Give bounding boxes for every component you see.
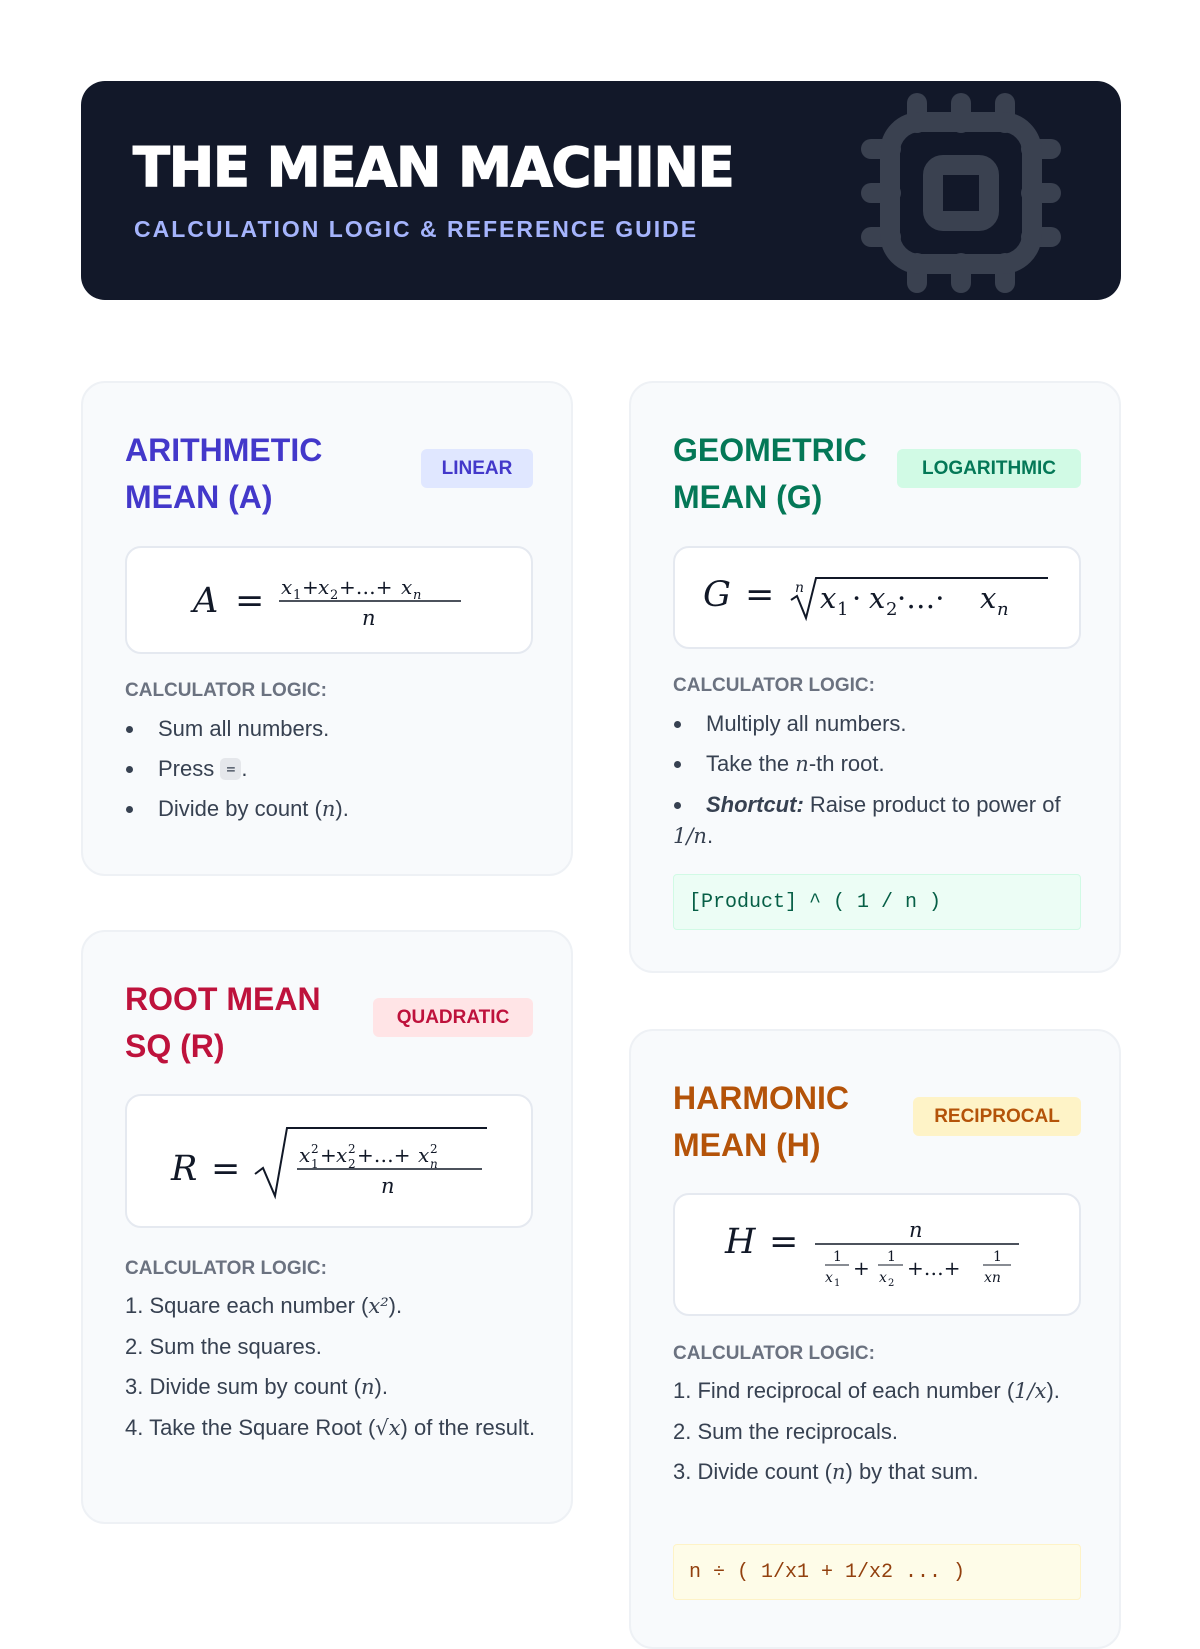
- arithmetic-mean-formula: [127, 548, 535, 656]
- card-title: ARITHMETIC MEAN (A): [125, 432, 323, 515]
- card-harmonic-mean: [629, 1029, 1121, 1649]
- card-geometric-mean: [629, 381, 1121, 973]
- svg-text:n: n: [362, 606, 376, 630]
- logic-label: CALCULATOR LOGIC:: [673, 1343, 875, 1364]
- list-item: Sum all numbers.: [125, 713, 545, 744]
- card-title: HARMONIC MEAN (H): [673, 1080, 849, 1163]
- svg-text:G: G: [703, 575, 731, 615]
- svg-text:+…+: +…+: [339, 575, 393, 599]
- list-item: Divide by count (n).: [125, 793, 545, 825]
- svg-text:·…·: ·…·: [897, 581, 945, 615]
- equals-key: =: [220, 758, 241, 780]
- card-title: ROOT MEAN SQ (R): [125, 981, 321, 1064]
- svg-text:x: x: [980, 581, 997, 615]
- card-root-mean-square: [81, 930, 573, 1524]
- svg-text:=: =: [211, 1149, 241, 1189]
- cpu-chip-icon: [861, 93, 1061, 293]
- svg-text:=: =: [769, 1222, 799, 1262]
- svg-text:A: A: [193, 581, 219, 621]
- svg-text:1: 1: [887, 1249, 896, 1265]
- svg-text:2: 2: [348, 1157, 356, 1171]
- svg-text:2: 2: [888, 1278, 895, 1289]
- list-item: 3. Divide count (n) by that sum.: [673, 1459, 979, 1484]
- svg-text:x: x: [869, 581, 886, 615]
- list-item: 2. Sum the reciprocals.: [673, 1419, 898, 1444]
- svg-text:+…+: +…+: [357, 1143, 411, 1167]
- card-title: GEOMETRIC MEAN (G): [673, 432, 867, 515]
- svg-text:x: x: [299, 1143, 311, 1167]
- list-item: 1. Square each number (x²).: [125, 1293, 403, 1318]
- svg-text:2: 2: [330, 588, 339, 603]
- list-item: 2. Sum the squares.: [125, 1334, 322, 1359]
- code-snippet: [Product] ^ ( 1 / n ): [673, 874, 1081, 930]
- svg-text:H: H: [725, 1222, 756, 1262]
- formula-box: [673, 546, 1081, 649]
- list-item: 1. Find reciprocal of each number (1/x).: [673, 1378, 1060, 1403]
- logic-label: CALCULATOR LOGIC:: [125, 1258, 327, 1279]
- logic-label: CALCULATOR LOGIC:: [125, 680, 327, 701]
- svg-text:1: 1: [833, 1249, 842, 1265]
- svg-text:1: 1: [837, 599, 849, 620]
- svg-text:n: n: [381, 1174, 395, 1198]
- geometric-mean-formula: [675, 548, 1083, 651]
- formula-box: [673, 1193, 1081, 1316]
- type-badge: QUADRATIC: [373, 998, 533, 1037]
- svg-text:+: +: [853, 1256, 870, 1280]
- svg-text:xn: xn: [984, 1270, 1001, 1286]
- svg-text:x: x: [318, 575, 330, 599]
- list-item: Shortcut: Raise product to power of 1/n.: [673, 789, 1093, 852]
- svg-text:+: +: [302, 575, 319, 599]
- svg-text:x: x: [879, 1270, 887, 1286]
- svg-text:R: R: [171, 1149, 198, 1189]
- svg-text:x: x: [336, 1143, 348, 1167]
- logic-steps: [673, 708, 1093, 861]
- svg-text:n: n: [997, 599, 1009, 620]
- svg-text:x: x: [401, 575, 413, 599]
- svg-text:1: 1: [293, 588, 302, 603]
- card-arithmetic-mean: [81, 381, 573, 876]
- svg-text:+: +: [320, 1143, 337, 1167]
- formula-box: [125, 1094, 533, 1228]
- svg-text:n: n: [909, 1218, 923, 1242]
- harmonic-mean-formula: [675, 1195, 1083, 1318]
- page-title: THE MEAN MACHINE: [133, 136, 734, 199]
- svg-text:=: =: [235, 581, 265, 621]
- svg-text:x: x: [418, 1143, 430, 1167]
- logic-steps: [673, 1375, 1093, 1497]
- svg-text:2: 2: [348, 1142, 356, 1156]
- svg-text:x: x: [281, 575, 293, 599]
- page-subtitle: CALCULATION LOGIC & REFERENCE GUIDE: [134, 216, 699, 242]
- list-item: Multiply all numbers.: [673, 708, 1093, 739]
- logic-steps: [125, 713, 545, 834]
- list-item: 4. Take the Square Root (√x) of the result.: [125, 1415, 536, 1440]
- svg-text:n: n: [795, 580, 805, 596]
- svg-text:x: x: [820, 581, 837, 615]
- svg-text:=: =: [745, 575, 775, 615]
- svg-text:2: 2: [430, 1142, 438, 1156]
- svg-text:1: 1: [993, 1249, 1002, 1265]
- svg-text:+…+: +…+: [907, 1256, 961, 1280]
- type-badge: RECIPROCAL: [913, 1097, 1081, 1136]
- svg-text:·: ·: [852, 581, 862, 615]
- type-badge: LINEAR: [421, 449, 533, 488]
- svg-text:2: 2: [311, 1142, 319, 1156]
- svg-text:1: 1: [311, 1157, 319, 1171]
- svg-text:1: 1: [834, 1278, 841, 1289]
- type-badge: LOGARITHMIC: [897, 449, 1081, 488]
- rms-formula: [127, 1096, 535, 1230]
- logic-label: CALCULATOR LOGIC:: [673, 675, 875, 696]
- list-item: 3. Divide sum by count (n).: [125, 1374, 388, 1399]
- svg-text:n: n: [413, 588, 422, 603]
- svg-text:2: 2: [886, 599, 898, 620]
- formula-box: [125, 546, 533, 654]
- logic-steps: [125, 1290, 545, 1453]
- svg-text:x: x: [825, 1270, 833, 1286]
- code-snippet: n ÷ ( 1/x1 + 1/x2 ... ): [673, 1544, 1081, 1600]
- list-item: Take the n-th root.: [673, 748, 1093, 780]
- list-item: Press = .: [125, 753, 545, 784]
- header-banner: [81, 81, 1121, 300]
- svg-text:n: n: [430, 1157, 438, 1171]
